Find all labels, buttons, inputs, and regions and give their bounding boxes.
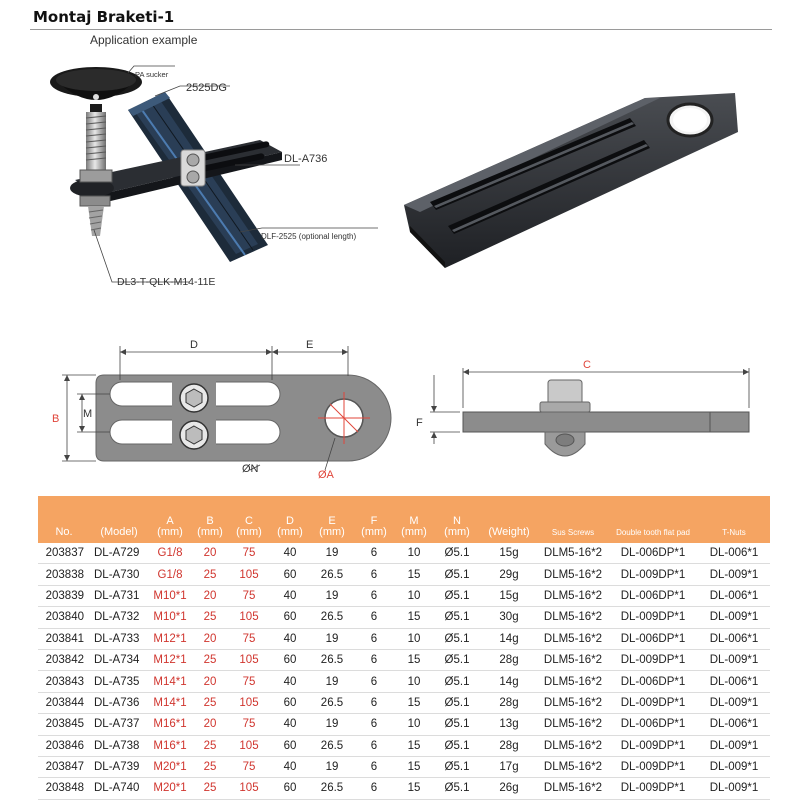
table-cell: DL-009*1: [698, 564, 770, 585]
table-cell: Ø5.1: [434, 671, 480, 692]
table-cell: 75: [228, 756, 270, 777]
table-cell: M10*1: [148, 585, 192, 606]
table-cell: DLM5-16*2: [538, 543, 608, 564]
table-cell: 105: [228, 692, 270, 713]
column-header-label: No.: [55, 526, 73, 538]
label-profile-code: 2525DG: [186, 82, 227, 94]
table-cell: 26.5: [310, 735, 354, 756]
table-cell: DL-006DP*1: [608, 585, 698, 606]
table-row: [38, 756, 770, 777]
table-cell: DL-A736: [90, 692, 148, 713]
column-header: [270, 496, 310, 543]
table-cell: 10: [394, 585, 434, 606]
table-cell: 60: [270, 692, 310, 713]
table-cell: 30g: [480, 607, 538, 628]
table-cell: 203847: [38, 756, 90, 777]
table-cell: M14*1: [148, 692, 192, 713]
table-cell: DLM5-16*2: [538, 756, 608, 777]
table-cell: 19: [310, 756, 354, 777]
table-cell: DLM5-16*2: [538, 607, 608, 628]
table-cell: DLM5-16*2: [538, 628, 608, 649]
table-cell: 25: [192, 649, 228, 670]
column-header-label: M: [409, 515, 419, 527]
column-header-label: D: [286, 515, 294, 527]
table-cell: 75: [228, 543, 270, 564]
column-header: [394, 496, 434, 543]
column-header-unit: (mm): [157, 526, 183, 538]
table-cell: DL-006*1: [698, 671, 770, 692]
table-cell: DL-009*1: [698, 607, 770, 628]
table-cell: 15: [394, 692, 434, 713]
table-cell: 14g: [480, 671, 538, 692]
table-cell: DL-006*1: [698, 543, 770, 564]
table-cell: 6: [354, 585, 394, 606]
column-header-unit: (mm): [444, 526, 470, 538]
table-cell: 203837: [38, 543, 90, 564]
table-cell: DLM5-16*2: [538, 714, 608, 735]
table-cell: 15: [394, 649, 434, 670]
table-cell: DL-009*1: [698, 735, 770, 756]
table-row: [38, 671, 770, 692]
dim-label-m: M: [83, 408, 93, 420]
table-cell: DL-A737: [90, 714, 148, 735]
column-header-label: A: [166, 515, 174, 527]
table-cell: DL-A740: [90, 778, 148, 799]
table-cell: DL-006DP*1: [608, 714, 698, 735]
dim-label-c: C: [583, 359, 591, 371]
table-cell: 25: [192, 564, 228, 585]
table-cell: Ø5.1: [434, 649, 480, 670]
table-cell: 19: [310, 714, 354, 735]
table-cell: 15: [394, 756, 434, 777]
spec-table-header: [38, 496, 770, 543]
dim-label-d: D: [190, 339, 198, 351]
page-title: Montaj Braketi-1: [33, 8, 175, 26]
table-cell: 25: [192, 778, 228, 799]
column-header-label: Double tooth flat pad: [616, 528, 690, 537]
table-cell: 19: [310, 543, 354, 564]
column-header: [434, 496, 480, 543]
table-cell: 203838: [38, 564, 90, 585]
table-cell: G1/8: [148, 543, 192, 564]
table-cell: 6: [354, 714, 394, 735]
column-header-label: (Model): [100, 526, 138, 538]
table-cell: DL-009DP*1: [608, 649, 698, 670]
table-cell: G1/8: [148, 564, 192, 585]
table-cell: Ø5.1: [434, 607, 480, 628]
column-header: [354, 496, 394, 543]
column-header-unit: (mm): [401, 526, 427, 538]
table-cell: Ø5.1: [434, 735, 480, 756]
table-cell: DLM5-16*2: [538, 735, 608, 756]
table-cell: 60: [270, 735, 310, 756]
table-cell: 15g: [480, 585, 538, 606]
table-cell: 203839: [38, 585, 90, 606]
table-cell: 6: [354, 756, 394, 777]
table-cell: 25: [192, 692, 228, 713]
table-cell: Ø5.1: [434, 628, 480, 649]
table-cell: 105: [228, 649, 270, 670]
table-cell: 26.5: [310, 607, 354, 628]
table-cell: 40: [270, 756, 310, 777]
column-header-unit: (mm): [319, 526, 345, 538]
table-cell: 20: [192, 543, 228, 564]
table-cell: 75: [228, 628, 270, 649]
table-cell: DL-A735: [90, 671, 148, 692]
table-cell: 6: [354, 671, 394, 692]
column-header: [698, 496, 770, 543]
table-cell: DL-A739: [90, 756, 148, 777]
table-cell: 15: [394, 735, 434, 756]
column-header-unit: (mm): [197, 526, 223, 538]
table-cell: DL-006*1: [698, 714, 770, 735]
threaded-screw: [80, 112, 112, 236]
table-cell: 25: [192, 735, 228, 756]
table-row: [38, 735, 770, 756]
table-cell: DLM5-16*2: [538, 649, 608, 670]
table-cell: M20*1: [148, 778, 192, 799]
table-cell: Ø5.1: [434, 543, 480, 564]
table-cell: 203841: [38, 628, 90, 649]
table-cell: 26.5: [310, 778, 354, 799]
table-cell: DL-009DP*1: [608, 756, 698, 777]
table-cell: 15: [394, 564, 434, 585]
page-subtitle: Application example: [90, 33, 198, 47]
table-cell: Ø5.1: [434, 692, 480, 713]
dim-label-a: ØA: [318, 469, 334, 481]
table-row: [38, 628, 770, 649]
table-cell: Ø5.1: [434, 585, 480, 606]
table-row: [38, 649, 770, 670]
table-cell: 6: [354, 692, 394, 713]
column-header-label: (Weight): [488, 526, 530, 538]
column-header-unit: (mm): [277, 526, 303, 538]
dim-label-n: ØN: [242, 463, 259, 475]
table-cell: 10: [394, 714, 434, 735]
table-cell: 15g: [480, 543, 538, 564]
table-cell: M16*1: [148, 714, 192, 735]
table-cell: DL-006*1: [698, 628, 770, 649]
table-cell: 105: [228, 564, 270, 585]
table-cell: DL-A738: [90, 735, 148, 756]
column-header: [310, 496, 354, 543]
label-bracket-model: DL-A736: [284, 153, 328, 165]
table-cell: 105: [228, 778, 270, 799]
table-cell: DL-009*1: [698, 756, 770, 777]
table-cell: 26.5: [310, 649, 354, 670]
table-cell: 75: [228, 585, 270, 606]
column-header: [148, 496, 192, 543]
table-cell: 20: [192, 628, 228, 649]
table-cell: 19: [310, 585, 354, 606]
column-header-label: N: [453, 515, 461, 527]
table-cell: DL-006DP*1: [608, 671, 698, 692]
table-cell: DL-A730: [90, 564, 148, 585]
table-cell: 15: [394, 607, 434, 628]
table-cell: 60: [270, 607, 310, 628]
table-cell: 25: [192, 756, 228, 777]
table-cell: 203842: [38, 649, 90, 670]
table-cell: DL-009DP*1: [608, 692, 698, 713]
table-cell: Ø5.1: [434, 714, 480, 735]
table-cell: M12*1: [148, 649, 192, 670]
table-cell: 14g: [480, 628, 538, 649]
table-cell: M12*1: [148, 628, 192, 649]
column-header-label: C: [245, 515, 253, 527]
table-cell: DL-A731: [90, 585, 148, 606]
table-cell: M20*1: [148, 756, 192, 777]
spec-table-body: [38, 543, 770, 799]
table-cell: 40: [270, 585, 310, 606]
table-cell: 6: [354, 649, 394, 670]
table-cell: Ø5.1: [434, 756, 480, 777]
table-cell: 26.5: [310, 692, 354, 713]
table-row: [38, 714, 770, 735]
column-header-label: E: [328, 515, 336, 527]
table-cell: 20: [192, 671, 228, 692]
table-cell: 10: [394, 671, 434, 692]
table-cell: DL-A734: [90, 649, 148, 670]
table-cell: DLM5-16*2: [538, 585, 608, 606]
table-cell: Ø5.1: [434, 564, 480, 585]
table-cell: 60: [270, 778, 310, 799]
table-cell: 6: [354, 564, 394, 585]
table-cell: DL-A729: [90, 543, 148, 564]
table-cell: 28g: [480, 692, 538, 713]
table-cell: 40: [270, 671, 310, 692]
table-cell: 40: [270, 628, 310, 649]
pa-sucker: [50, 67, 142, 114]
table-cell: 20: [192, 585, 228, 606]
table-cell: 28g: [480, 735, 538, 756]
column-header-unit: (mm): [236, 526, 262, 538]
table-cell: 203840: [38, 607, 90, 628]
column-header: [192, 496, 228, 543]
table-cell: 13g: [480, 714, 538, 735]
table-cell: 20: [192, 714, 228, 735]
label-screw-model: DL3-T-QLK-M14-11E: [117, 276, 216, 288]
table-cell: 19: [310, 628, 354, 649]
column-header: [538, 496, 608, 543]
table-cell: 10: [394, 628, 434, 649]
label-profile-optional: DLF-2525 (optional length): [261, 232, 357, 241]
table-cell: 10: [394, 543, 434, 564]
table-cell: 28g: [480, 649, 538, 670]
column-header-label: B: [206, 515, 214, 527]
table-cell: DL-009DP*1: [608, 778, 698, 799]
dim-label-f: F: [416, 417, 423, 429]
table-cell: 6: [354, 607, 394, 628]
table-cell: DLM5-16*2: [538, 671, 608, 692]
table-cell: 75: [228, 671, 270, 692]
table-cell: 105: [228, 607, 270, 628]
table-row: [38, 778, 770, 799]
application-photo: [50, 66, 378, 282]
table-cell: DL-009*1: [698, 692, 770, 713]
bracket-screws: [181, 150, 205, 186]
label-pa-sucker: PA sucker: [135, 70, 169, 79]
table-cell: 203845: [38, 714, 90, 735]
table-cell: 60: [270, 649, 310, 670]
table-cell: 75: [228, 714, 270, 735]
top-view-drawing: [62, 346, 391, 470]
table-cell: 19: [310, 671, 354, 692]
table-cell: 203843: [38, 671, 90, 692]
column-header: [38, 496, 90, 543]
table-cell: 6: [354, 735, 394, 756]
table-cell: DL-009*1: [698, 649, 770, 670]
dim-label-b: B: [52, 413, 60, 425]
table-cell: 6: [354, 628, 394, 649]
table-cell: 25: [192, 607, 228, 628]
bracket-product-photo: [404, 93, 738, 268]
table-cell: DL-006*1: [698, 585, 770, 606]
table-cell: 105: [228, 735, 270, 756]
table-cell: 203844: [38, 692, 90, 713]
table-cell: 6: [354, 543, 394, 564]
table-cell: Ø5.1: [434, 778, 480, 799]
table-row: [38, 585, 770, 606]
table-row: [38, 607, 770, 628]
table-cell: 15: [394, 778, 434, 799]
column-header-label: T-Nuts: [722, 528, 746, 537]
column-header-unit: (mm): [361, 526, 387, 538]
table-cell: M16*1: [148, 735, 192, 756]
table-cell: DLM5-16*2: [538, 564, 608, 585]
table-cell: M10*1: [148, 607, 192, 628]
column-header: [480, 496, 538, 543]
column-header: [228, 496, 270, 543]
column-header-label: Sus Screws: [551, 528, 595, 537]
table-cell: 203846: [38, 735, 90, 756]
table-cell: DL-006DP*1: [608, 543, 698, 564]
table-row: [38, 692, 770, 713]
table-cell: 17g: [480, 756, 538, 777]
column-header: [90, 496, 148, 543]
table-cell: DL-009*1: [698, 778, 770, 799]
table-cell: DLM5-16*2: [538, 692, 608, 713]
table-row: [38, 564, 770, 585]
table-cell: DL-006DP*1: [608, 628, 698, 649]
table-cell: 26g: [480, 778, 538, 799]
table-cell: DL-009DP*1: [608, 607, 698, 628]
column-header-label: F: [370, 515, 378, 527]
table-row: [38, 543, 770, 564]
spec-table: [38, 496, 770, 800]
table-cell: M14*1: [148, 671, 192, 692]
table-cell: 40: [270, 543, 310, 564]
table-cell: 26.5: [310, 564, 354, 585]
table-cell: DL-009DP*1: [608, 735, 698, 756]
table-cell: 40: [270, 714, 310, 735]
table-cell: 29g: [480, 564, 538, 585]
table-cell: DL-A733: [90, 628, 148, 649]
table-cell: 60: [270, 564, 310, 585]
table-cell: 203848: [38, 778, 90, 799]
table-cell: DLM5-16*2: [538, 778, 608, 799]
dim-label-e: E: [306, 339, 314, 351]
table-cell: 6: [354, 778, 394, 799]
column-header: [608, 496, 698, 543]
table-cell: DL-A732: [90, 607, 148, 628]
table-cell: DL-009DP*1: [608, 564, 698, 585]
side-view-drawing: [430, 368, 749, 456]
